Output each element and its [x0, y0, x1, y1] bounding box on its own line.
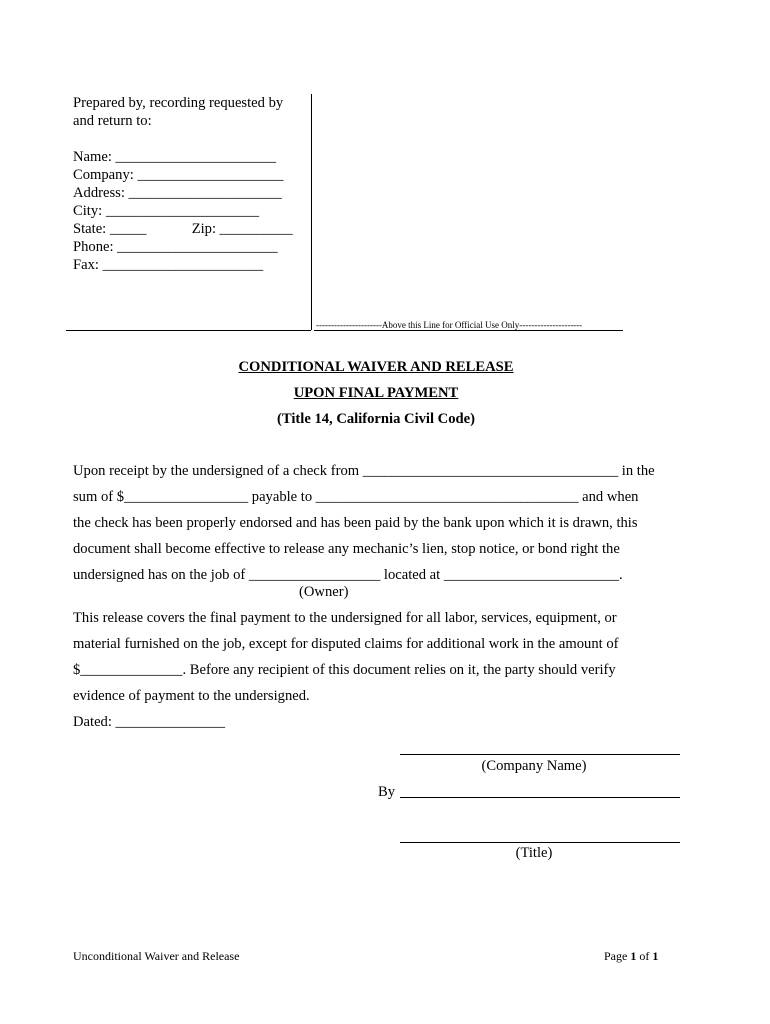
fax-field[interactable]: Fax: ______________________ — [73, 257, 264, 273]
address-field[interactable]: Address: _____________________ — [73, 185, 282, 201]
page-number — [604, 949, 658, 964]
title-line[interactable] — [400, 842, 680, 843]
footer-left: Unconditional Waiver and Release — [73, 949, 240, 963]
prepared-by-line-1: Prepared by, recording requested by — [73, 95, 284, 111]
body-line: sum of $_________________ payable to ____________________________________ and when — [73, 489, 639, 505]
title-line-2: UPON FINAL PAYMENT — [293, 385, 459, 401]
vertical-divider — [311, 94, 312, 330]
owner-label: (Owner) — [299, 584, 349, 600]
body-line: evidence of payment to the undersigned. — [73, 688, 310, 704]
page-prefix: Page — [604, 949, 631, 963]
prepared-by-line-2: and return to: — [73, 113, 152, 129]
by-label: By — [378, 784, 396, 800]
dated-field[interactable]: Dated: _______________ — [73, 714, 226, 730]
horizontal-divider-left — [66, 330, 311, 331]
phone-field[interactable]: Phone: ______________________ — [73, 239, 278, 255]
body-line: undersigned has on the job of __________________ located at ________________________. — [73, 567, 623, 583]
company-field[interactable]: Company: ____________________ — [73, 167, 284, 183]
body-line: $______________. Before any recipient of this document relies on it, the party should verify — [73, 662, 616, 678]
body-line: material furnished on the job, except for disputed claims for additional work in the amount of — [73, 636, 619, 652]
company-name-label: (Company Name) — [481, 758, 587, 774]
by-signature-line[interactable] — [400, 797, 680, 798]
title-line-1: CONDITIONAL WAIVER AND RELEASE — [238, 359, 514, 375]
page-of: of — [636, 949, 653, 963]
page-current: 1 — [630, 949, 637, 963]
body-line: Upon receipt by the undersigned of a check from ___________________________________ in the — [73, 463, 655, 479]
official-use-notice: ----------------------Above this Line for Official Use Only--------------------- — [316, 320, 583, 330]
city-field[interactable]: City: _____________________ — [73, 203, 260, 219]
title-line-3: (Title 14, California Civil Code) — [277, 411, 475, 427]
recording-block — [73, 94, 293, 274]
zip-field[interactable]: Zip: __________ — [191, 221, 293, 237]
name-field[interactable]: Name: ______________________ — [73, 149, 277, 165]
body-line: This release covers the final payment to the undersigned for all labor, services, equipment, or — [73, 610, 617, 626]
page-total: 1 — [652, 949, 659, 963]
company-name-line[interactable] — [400, 754, 680, 755]
document-subtitle — [0, 385, 752, 402]
state-field[interactable]: State: _____ — [73, 221, 147, 237]
body-line: document shall become effective to release any mechanic’s lien, stop notice, or bond right the — [73, 541, 620, 557]
body-line: the check has been properly endorsed and has been paid by the bank upon which it is drawn, this — [73, 515, 638, 531]
title-label: (Title) — [515, 845, 553, 861]
horizontal-divider-right — [314, 330, 623, 331]
document-title — [0, 359, 752, 376]
